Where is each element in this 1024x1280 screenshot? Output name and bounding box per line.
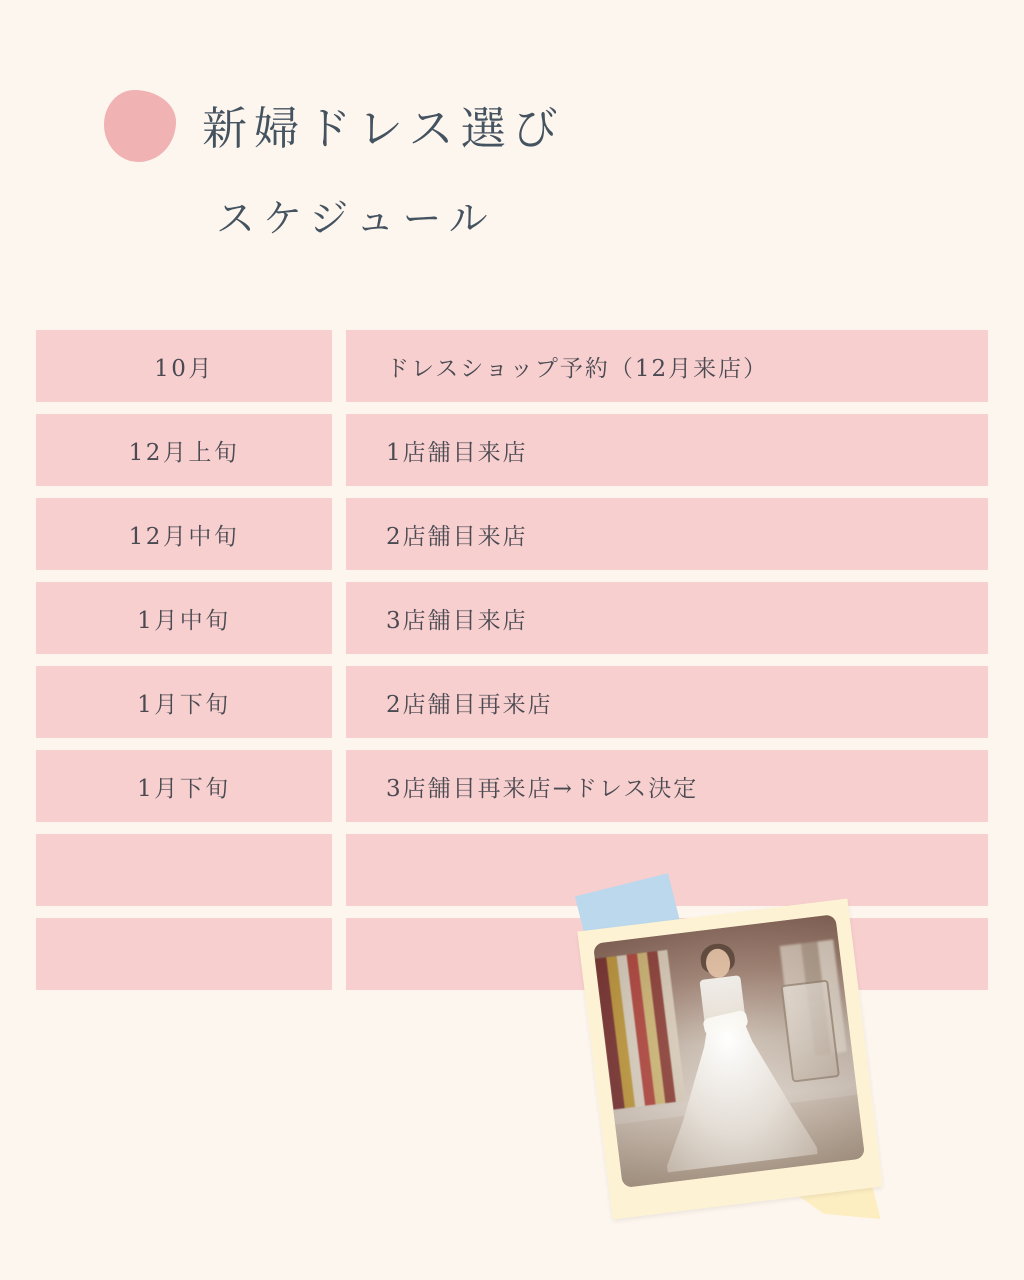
cell-period [36,834,332,906]
task-label: 2店舗目来店 [386,523,528,550]
page-title-line2: スケジュール [216,197,496,242]
period-label: 12月中旬 [128,523,240,550]
cell-task [346,666,988,738]
table-row [36,330,988,402]
cell-period [36,582,332,654]
cell-task [346,750,988,822]
task-label: 2店舗目再来店 [386,691,553,718]
cell-period [36,666,332,738]
table-row [36,666,988,738]
page-title-line1: 新婦ドレス選び [202,101,565,155]
period-label: 1月下旬 [137,691,231,718]
title-row [0,86,1024,162]
photo-vignette [593,914,865,1188]
photo-collage [556,878,916,1268]
period-label: 1月中旬 [137,607,231,634]
cell-period [36,750,332,822]
period-label: 12月上旬 [128,439,240,466]
cell-task [346,414,988,486]
cell-period [36,918,332,990]
period-label: 1月下旬 [137,775,231,802]
bridal-dress-photo [593,914,865,1188]
cell-period [36,330,332,402]
cell-task [346,330,988,402]
photo-frame [577,899,882,1220]
page-header [0,86,1024,244]
table-row [36,750,988,822]
task-label: 3店舗目来店 [386,607,528,634]
cell-period [36,414,332,486]
cell-period [36,498,332,570]
task-label: 1店舗目来店 [386,439,528,466]
task-label: 3店舗目再来店→ドレス決定 [386,775,699,802]
decorative-blob-icon [104,90,176,162]
task-label: ドレスショップ予約（12月来店） [386,355,769,382]
period-label: 10月 [154,355,214,382]
table-row [36,582,988,654]
table-row [36,498,988,570]
cell-task [346,498,988,570]
cell-task [346,582,988,654]
table-row [36,414,988,486]
